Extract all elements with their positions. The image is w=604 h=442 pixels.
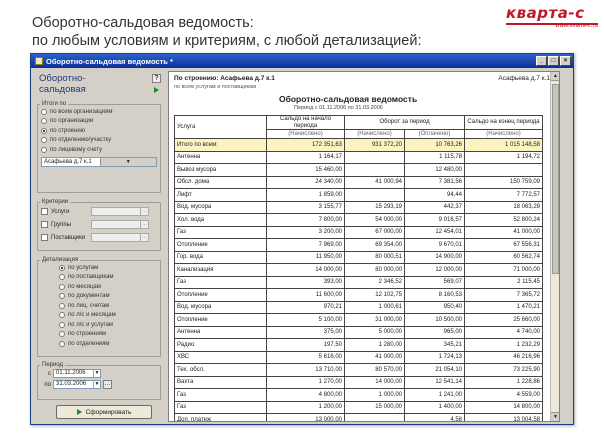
group-by-legend: Итоги по: [42, 101, 67, 107]
ellipsis-icon[interactable]: …: [142, 208, 147, 214]
cell-closing: [465, 164, 543, 177]
radio-icon: [59, 303, 65, 309]
total-opening: 172 351,63: [267, 139, 345, 152]
cell-closing: 7 365,72: [465, 289, 543, 302]
cell-charged: 54 000,00: [345, 214, 405, 227]
header-closing: Сальдо на конец периода: [465, 116, 543, 130]
cell-name: Отопление: [175, 289, 267, 302]
cell-paid: 345,21: [405, 339, 465, 352]
radio-icon: [59, 284, 65, 290]
radio-icon: [59, 293, 65, 299]
cell-opening: 393,00: [267, 276, 345, 289]
cell-charged: 15 293,19: [345, 201, 405, 214]
cell-paid: 94,44: [405, 189, 465, 202]
cell-name: Гор. вода: [175, 251, 267, 264]
cell-closing: 25 660,00: [465, 314, 543, 327]
cell-opening: 24 340,00: [267, 176, 345, 189]
period-section: [37, 362, 161, 400]
table-row: [175, 164, 543, 177]
cell-opening: 7 800,00: [267, 214, 345, 227]
brand-logo: [506, 4, 598, 29]
detail-option-sections[interactable]: [56, 339, 160, 349]
cell-paid: 569,07: [405, 276, 465, 289]
chevron-down-icon[interactable]: ▼: [100, 158, 157, 166]
cell-charged: 1 000,00: [345, 389, 405, 402]
cell-opening: 1 200,00: [267, 401, 345, 414]
cell-closing: 14 800,00: [465, 401, 543, 414]
cell-charged: 41 000,94: [345, 176, 405, 189]
building-select-value: Асафьева д.7 к.1: [44, 158, 92, 165]
cell-opening: 1 270,00: [267, 376, 345, 389]
cell-opening: 3 200,00: [267, 226, 345, 239]
period-from-label: с: [48, 370, 51, 377]
cell-name: Газ: [175, 401, 267, 414]
cell-name: Вод. мусора: [175, 201, 267, 214]
cell-opening: 13 000,00: [267, 414, 345, 423]
table-row: [175, 176, 543, 189]
cell-charged: [345, 164, 405, 177]
scroll-down-icon[interactable]: ▼: [551, 412, 560, 421]
cell-name: Антенна: [175, 151, 267, 164]
group-by-option-account[interactable]: [38, 145, 160, 155]
cell-paid: 7 381,56: [405, 176, 465, 189]
ellipsis-icon[interactable]: …: [142, 234, 147, 240]
table-row: [175, 251, 543, 264]
cell-charged: 80 000,00: [345, 264, 405, 277]
detail-legend: Детализация: [42, 257, 79, 263]
subheader-paid: (Оплачено): [405, 130, 465, 139]
cell-name: Тех. обсл.: [175, 364, 267, 377]
criteria-groups: [38, 218, 160, 231]
cell-charged: 1 000,61: [345, 301, 405, 314]
period-from-row: [38, 368, 160, 379]
radio-icon: [59, 312, 65, 318]
cell-paid: 12 541,14: [405, 376, 465, 389]
table-row: [175, 301, 543, 314]
period-picker-button[interactable]: …: [104, 381, 111, 387]
cell-charged: [345, 189, 405, 202]
cell-charged: 41 000,00: [345, 351, 405, 364]
brand-site: www.kvarta-c.ru: [555, 23, 598, 29]
cell-charged: 1 280,00: [345, 339, 405, 352]
total-closing: 1 015 148,58: [465, 139, 543, 152]
chevron-down-icon[interactable]: ▼: [94, 370, 100, 376]
cell-name: Отопление: [175, 314, 267, 327]
table-row: [175, 239, 543, 252]
cell-charged: [345, 151, 405, 164]
cell-closing: 18 063,29: [465, 201, 543, 214]
total-label: Итого по всем:: [175, 139, 267, 152]
report-header: [174, 75, 554, 90]
cell-name: Газ: [175, 389, 267, 402]
close-button[interactable]: ×: [560, 56, 571, 66]
cell-opening: 197,50: [267, 339, 345, 352]
criteria-label: Группы: [51, 221, 71, 228]
header-turnover: Оборот за период: [345, 116, 465, 130]
window-controls: [536, 56, 571, 66]
cell-closing: 71 000,00: [465, 264, 543, 277]
cell-opening: 5 616,00: [267, 351, 345, 364]
radio-label: по документам: [68, 293, 110, 300]
table-row: [175, 389, 543, 402]
table-row: [175, 189, 543, 202]
radio-label: по организации: [50, 118, 94, 125]
cell-name: Вод. мусора: [175, 301, 267, 314]
period-to-row: [38, 379, 160, 390]
cell-closing: 7 772,57: [465, 189, 543, 202]
chevron-down-icon[interactable]: ▼: [94, 381, 100, 387]
detail-option-months[interactable]: [56, 282, 160, 292]
report-scrollbar[interactable]: [550, 72, 559, 421]
criteria-field[interactable]: [91, 220, 149, 229]
criteria-field[interactable]: [91, 233, 149, 242]
cell-paid: 1 724,13: [405, 351, 465, 364]
subheader-opening: (Начислено): [267, 130, 345, 139]
cell-charged: [345, 414, 405, 423]
subheader-closing: (Начислено): [465, 130, 543, 139]
cell-name: Лифт: [175, 189, 267, 202]
cell-paid: 9 016,57: [405, 214, 465, 227]
cell-name: Антенна: [175, 326, 267, 339]
cell-closing: 1 470,21: [465, 301, 543, 314]
period-to-label: по: [44, 381, 51, 388]
cell-name: ХВС: [175, 351, 267, 364]
cell-charged: 14 000,00: [345, 376, 405, 389]
table-row: [175, 364, 543, 377]
criteria-section: [37, 199, 161, 251]
cell-name: Отопление: [175, 239, 267, 252]
panel-title-line-1: Оборотно-: [39, 73, 86, 84]
radio-label: по отделениям: [68, 340, 110, 347]
cell-charged: 2 346,52: [345, 276, 405, 289]
cell-opening: 1 164,17: [267, 151, 345, 164]
table-row: [175, 376, 543, 389]
detail-option-accounts-services[interactable]: [56, 320, 160, 330]
cell-closing: 73 225,90: [465, 364, 543, 377]
criteria-label: Поставщики: [51, 234, 86, 241]
report-table-body: [175, 139, 543, 423]
header-service: Услуга: [175, 116, 267, 139]
cell-closing: 67 556,31: [465, 239, 543, 252]
cell-name: Газ: [175, 226, 267, 239]
cell-closing: 4 740,00: [465, 326, 543, 339]
table-row: [175, 414, 543, 423]
radio-icon: [41, 147, 47, 153]
building-select[interactable]: [41, 157, 157, 167]
cell-name: Хол. вода: [175, 214, 267, 227]
detail-option-services[interactable]: [56, 263, 160, 273]
criteria-legend: Критерии: [42, 199, 69, 205]
generate-button-label: Сформировать: [85, 408, 132, 416]
cell-opening: 375,00: [267, 326, 345, 339]
period-to-value: 31.03.2006: [56, 381, 87, 387]
table-row: [175, 401, 543, 414]
radio-label: по лиц. счетам: [68, 302, 110, 309]
cell-closing: 13 004,58: [465, 414, 543, 423]
report-who: Асафьева д.7 к.1: [498, 75, 550, 82]
total-charged: 931 372,20: [345, 139, 405, 152]
report-org-line: По строению: Асафьева д.7 к.1: [174, 75, 275, 82]
app-window: [30, 53, 574, 425]
brand-logo-text: кварта-с: [506, 4, 585, 22]
cell-paid: 8 160,53: [405, 289, 465, 302]
table-row: [175, 214, 543, 227]
detail-option-accounts-months[interactable]: [56, 311, 160, 321]
cell-closing: 46 216,96: [465, 351, 543, 364]
cell-opening: 5 100,00: [267, 314, 345, 327]
report-preview: [168, 71, 560, 422]
cell-name: Доп. платеж: [175, 414, 267, 423]
cell-closing: 4 559,00: [465, 389, 543, 402]
cell-paid: 4,58: [405, 414, 465, 423]
detail-option-buildings[interactable]: [56, 330, 160, 340]
run-arrow-icon[interactable]: [154, 87, 159, 93]
cell-closing: 41 000,00: [465, 226, 543, 239]
cell-opening: 13 710,00: [267, 364, 345, 377]
table-row: [175, 201, 543, 214]
criteria-suppliers: [38, 231, 160, 244]
table-row: [175, 264, 543, 277]
table-row: [175, 151, 543, 164]
radio-icon: [41, 109, 47, 115]
table-row: [175, 326, 543, 339]
radio-label: по л/с и месяцам: [68, 312, 116, 319]
table-row: [175, 276, 543, 289]
scroll-up-icon[interactable]: ▲: [551, 72, 560, 81]
radio-selected-icon: [41, 128, 47, 134]
help-button[interactable]: ?: [152, 74, 161, 83]
radio-label: по л/с и услугам: [68, 321, 114, 328]
cell-paid: 21 054,10: [405, 364, 465, 377]
period-legend: Период: [42, 362, 64, 368]
detail-option-accounts[interactable]: [56, 301, 160, 311]
minimize-button[interactable]: _: [536, 56, 547, 66]
radio-label: по строению: [50, 127, 86, 134]
slide-title: [32, 14, 421, 50]
radio-icon: [59, 331, 65, 337]
radio-icon: [59, 274, 65, 280]
panel-title-line-2: сальдовая: [39, 84, 86, 95]
cell-paid: 12 480,00: [405, 164, 465, 177]
settings-panel: [34, 71, 162, 422]
radio-label: по всем организациям: [50, 108, 113, 115]
cell-opening: 1 859,00: [267, 189, 345, 202]
panel-title: [39, 73, 86, 95]
report-table: [174, 115, 543, 422]
cell-closing: 1 228,86: [465, 376, 543, 389]
cell-charged: 80 000,51: [345, 251, 405, 264]
period-to-input[interactable]: [53, 380, 101, 389]
criteria-label: Услуги: [51, 208, 70, 215]
criteria-field[interactable]: [91, 207, 149, 216]
table-total-row: [175, 139, 543, 152]
group-by-option-building[interactable]: [38, 126, 160, 136]
table-row: [175, 289, 543, 302]
radio-label: по услугам: [68, 264, 99, 271]
cell-closing: 1 194,72: [465, 151, 543, 164]
detail-section: [37, 257, 161, 357]
cell-paid: 12 454,01: [405, 226, 465, 239]
radio-icon: [41, 118, 47, 124]
detail-option-suppliers[interactable]: [56, 273, 160, 283]
checkbox[interactable]: [41, 221, 48, 228]
slide-title-line-2: по любым условиям и критериям, с любой детализацией:: [32, 33, 422, 49]
cell-paid: 1 115,78: [405, 151, 465, 164]
checkbox[interactable]: [41, 234, 48, 241]
radio-selected-icon: [59, 265, 65, 271]
header-opening: Сальдо на начало периода: [267, 116, 345, 130]
cell-charged: 5 000,00: [345, 326, 405, 339]
cell-closing: 2 115,45: [465, 276, 543, 289]
table-row: [175, 314, 543, 327]
cell-closing: 1 232,29: [465, 339, 543, 352]
report-sub-line: по всем услугам и поставщикам: [174, 84, 256, 90]
report-title: Оборотно-сальдовая ведомость: [279, 94, 418, 104]
criteria-services: [38, 205, 160, 218]
radio-label: по строениям: [68, 331, 107, 338]
radio-label: по лицевому счету: [50, 146, 103, 153]
cell-name: Радио: [175, 339, 267, 352]
table-row: [175, 339, 543, 352]
total-paid: 10 763,26: [405, 139, 465, 152]
cell-name: Газ: [175, 276, 267, 289]
cell-opening: 11 600,00: [267, 289, 345, 302]
cell-opening: 15 460,00: [267, 164, 345, 177]
cell-opening: 14 000,00: [267, 264, 345, 277]
play-icon: [77, 409, 82, 415]
radio-label: по отделению/участку: [50, 137, 112, 144]
cell-paid: 965,00: [405, 326, 465, 339]
cell-paid: 1 400,00: [405, 401, 465, 414]
group-by-option-section[interactable]: [38, 136, 160, 146]
checkbox[interactable]: [41, 208, 48, 215]
group-by-option-all[interactable]: [38, 107, 160, 117]
maximize-button[interactable]: □: [548, 56, 559, 66]
radio-label: по поставщикам: [68, 274, 114, 281]
period-from-value: 01.11.2006: [56, 370, 86, 376]
cell-opening: 3 155,77: [267, 201, 345, 214]
group-by-option-org[interactable]: [38, 117, 160, 127]
cell-closing: 52 800,24: [465, 214, 543, 227]
period-from-input[interactable]: [53, 369, 101, 378]
table-row: [175, 351, 543, 364]
cell-charged: 80 570,00: [345, 364, 405, 377]
slide-title-line-1: Оборотно-сальдовая ведомость:: [32, 15, 254, 31]
cell-opening: 7 969,00: [267, 239, 345, 252]
cell-opening: 11 950,00: [267, 251, 345, 264]
cell-name: Вахта: [175, 376, 267, 389]
radio-icon: [41, 137, 47, 143]
cell-paid: 9 670,01: [405, 239, 465, 252]
cell-paid: 12 000,00: [405, 264, 465, 277]
generate-button[interactable]: [56, 405, 152, 419]
cell-paid: 1 241,00: [405, 389, 465, 402]
table-header-row: [175, 116, 543, 130]
window-title: Оборотно-сальдовая ведомость *: [46, 56, 173, 66]
cell-opening: 4 800,00: [267, 389, 345, 402]
cell-charged: 15 000,00: [345, 401, 405, 414]
cell-charged: 31 000,00: [345, 314, 405, 327]
report-period: Период с 01.11.2006 по 31.03.2006: [294, 105, 383, 111]
cell-name: Вывоз мусора: [175, 164, 267, 177]
window-titlebar[interactable]: [31, 54, 573, 68]
table-row: [175, 226, 543, 239]
detail-option-documents[interactable]: [56, 292, 160, 302]
cell-paid: 10 500,00: [405, 314, 465, 327]
cell-closing: 60 562,74: [465, 251, 543, 264]
cell-paid: 950,40: [405, 301, 465, 314]
radio-icon: [59, 341, 65, 347]
cell-opening: 970,21: [267, 301, 345, 314]
cell-closing: 150 759,09: [465, 176, 543, 189]
cell-charged: 12 102,75: [345, 289, 405, 302]
cell-charged: 67 000,00: [345, 226, 405, 239]
ellipsis-icon[interactable]: …: [142, 221, 147, 227]
group-by-section: [37, 101, 161, 193]
scroll-thumb[interactable]: [552, 84, 559, 274]
cell-name: Канализация: [175, 264, 267, 277]
cell-charged: 69 354,00: [345, 239, 405, 252]
window-app-icon: [35, 57, 43, 65]
radio-label: по месяцам: [68, 283, 101, 290]
subheader-charged: (Начислено): [345, 130, 405, 139]
cell-paid: 14 900,00: [405, 251, 465, 264]
cell-name: Обсл. дома: [175, 176, 267, 189]
cell-paid: 442,37: [405, 201, 465, 214]
radio-icon: [59, 322, 65, 328]
